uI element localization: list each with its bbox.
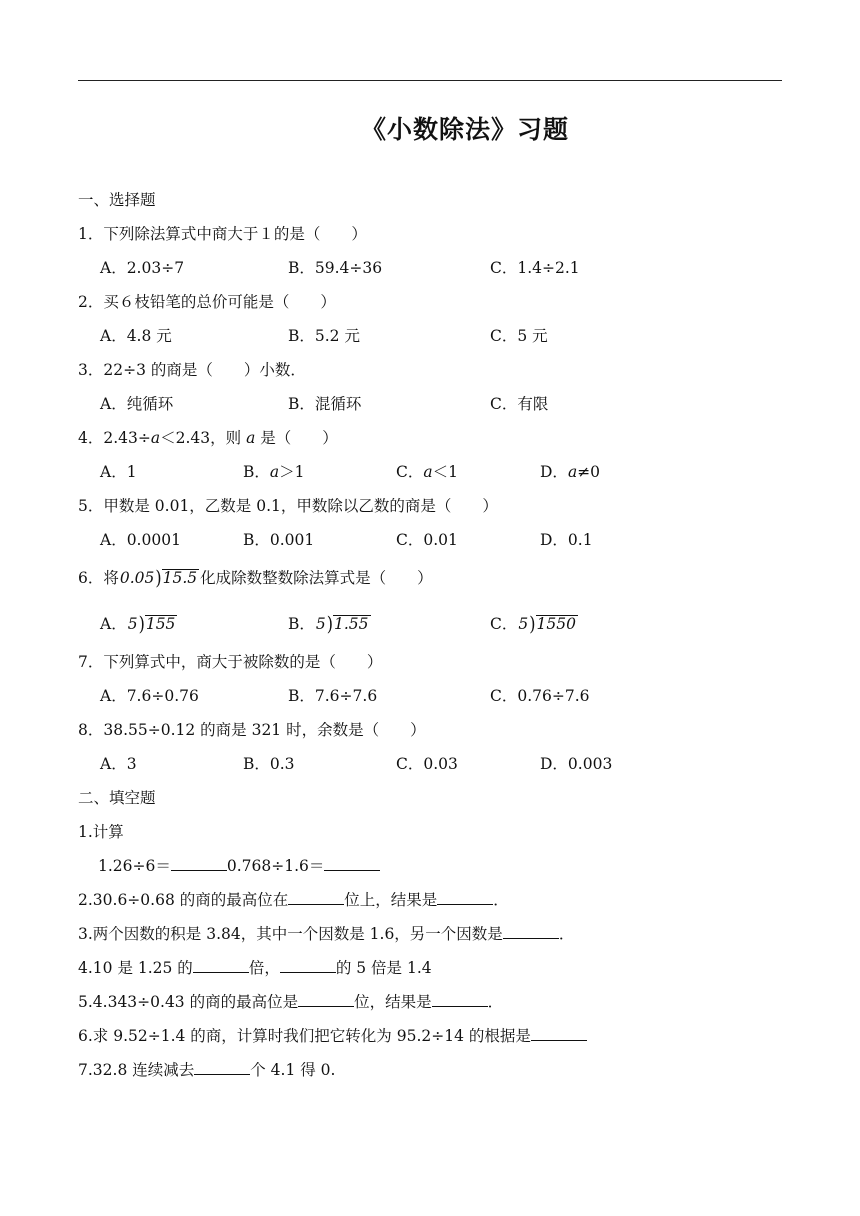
- header-rule: [78, 80, 782, 81]
- q5-option-b: B．0.001: [243, 531, 315, 549]
- q1-option-b: B．59.4÷36: [288, 259, 383, 277]
- q6-stem: 6．将0.05)15.5 化成除数整数除法算式是（ ）: [78, 565, 433, 590]
- q1-option-c: C．1.4÷2.1: [490, 259, 580, 277]
- q4-stem: 4．2.43÷a＜2.43，则 a 是（ ）: [78, 429, 338, 447]
- q3-option-c: C．有限: [490, 395, 549, 413]
- q8-option-b: B．0.3: [243, 755, 295, 773]
- fill-1-problems: 1.26÷6＝ 0.768÷1.6＝: [98, 856, 380, 876]
- q7-option-b: B．7.6÷7.6: [288, 687, 378, 705]
- q3-option-a: A．纯循环: [100, 395, 174, 413]
- answer-blank[interactable]: [437, 890, 493, 905]
- answer-blank[interactable]: [288, 890, 344, 905]
- q2-option-b: B．5.2 元: [288, 327, 360, 345]
- q8-option-c: C．0.03: [396, 755, 458, 773]
- answer-blank[interactable]: [298, 992, 354, 1007]
- q4-option-c: C．a＜1: [396, 463, 458, 481]
- q4-option-d: D．a≠0: [540, 463, 601, 481]
- q2-option-c: C．5 元: [490, 327, 548, 345]
- page-title: 《小数除法》习题: [360, 115, 569, 144]
- answer-blank[interactable]: [503, 924, 559, 939]
- answer-blank[interactable]: [193, 958, 249, 973]
- q6-option-a: A．5)155: [100, 611, 176, 636]
- q1-stem: 1．下列除法算式中商大于１的是（ ）: [78, 225, 367, 243]
- q8-option-d: D．0.003: [540, 755, 613, 773]
- answer-blank[interactable]: [171, 856, 227, 871]
- fill-4: 4.10 是 1.25 的 倍， 的 5 倍是 1.4: [78, 959, 432, 977]
- q6-option-c: C．5)1550: [490, 611, 576, 636]
- q8-stem: 8．38.55÷0.12 的商是 321 时，余数是（ ）: [78, 721, 426, 739]
- fill-2: 2.30.6÷0.68 的商的最高位在 位上，结果是 ．: [78, 891, 509, 909]
- section-choice-heading: 一、选择题: [78, 191, 156, 209]
- section-fill-heading: 二、填空题: [78, 789, 156, 807]
- q5-stem: 5．甲数是 0.01，乙数是 0.1，甲数除以乙数的商是（ ）: [78, 497, 498, 515]
- answer-blank[interactable]: [324, 856, 380, 871]
- q3-stem: 3．22÷3 的商是（ ）小数．: [78, 361, 306, 379]
- fill-1-heading: 1.计算: [78, 823, 124, 841]
- q5-option-c: C．0.01: [396, 531, 458, 549]
- fill-3: 3.两个因数的积是 3.84，其中一个因数是 1.6，另一个因数是 ．: [78, 925, 575, 943]
- fill-5: 5.4.343÷0.43 的商的最高位是 位，结果是 ．: [78, 993, 504, 1011]
- q3-option-b: B．混循环: [288, 395, 362, 413]
- answer-blank[interactable]: [531, 1026, 587, 1041]
- q1-option-a: A．2.03÷7: [100, 259, 185, 277]
- q4-option-a: A．1: [100, 463, 137, 481]
- q4-option-b: B．a＞1: [243, 463, 305, 481]
- fill-6: 6.求 9.52÷1.4 的商，计算时我们把它转化为 95.2÷14 的根据是: [78, 1026, 587, 1046]
- q8-option-a: A．3: [100, 755, 137, 773]
- q2-option-a: A．4.8 元: [100, 327, 172, 345]
- q5-option-d: D．0.1: [540, 531, 593, 549]
- q7-option-c: C．0.76÷7.6: [490, 687, 590, 705]
- answer-blank[interactable]: [432, 992, 488, 1007]
- q6-option-b: B．5)1.55: [288, 611, 369, 636]
- q7-option-a: A．7.6÷0.76: [100, 687, 199, 705]
- q6-long-division: 0.05)15.5: [119, 565, 198, 590]
- q7-stem: 7．下列算式中，商大于被除数的是（ ）: [78, 653, 383, 671]
- fill-7: 7.32.8 连续减去 个 4.1 得 0.: [78, 1061, 336, 1079]
- q5-option-a: A．0.0001: [100, 531, 181, 549]
- answer-blank[interactable]: [194, 1060, 250, 1075]
- answer-blank[interactable]: [280, 958, 336, 973]
- q2-stem: 2．买６枝铅笔的总价可能是（ ）: [78, 293, 336, 311]
